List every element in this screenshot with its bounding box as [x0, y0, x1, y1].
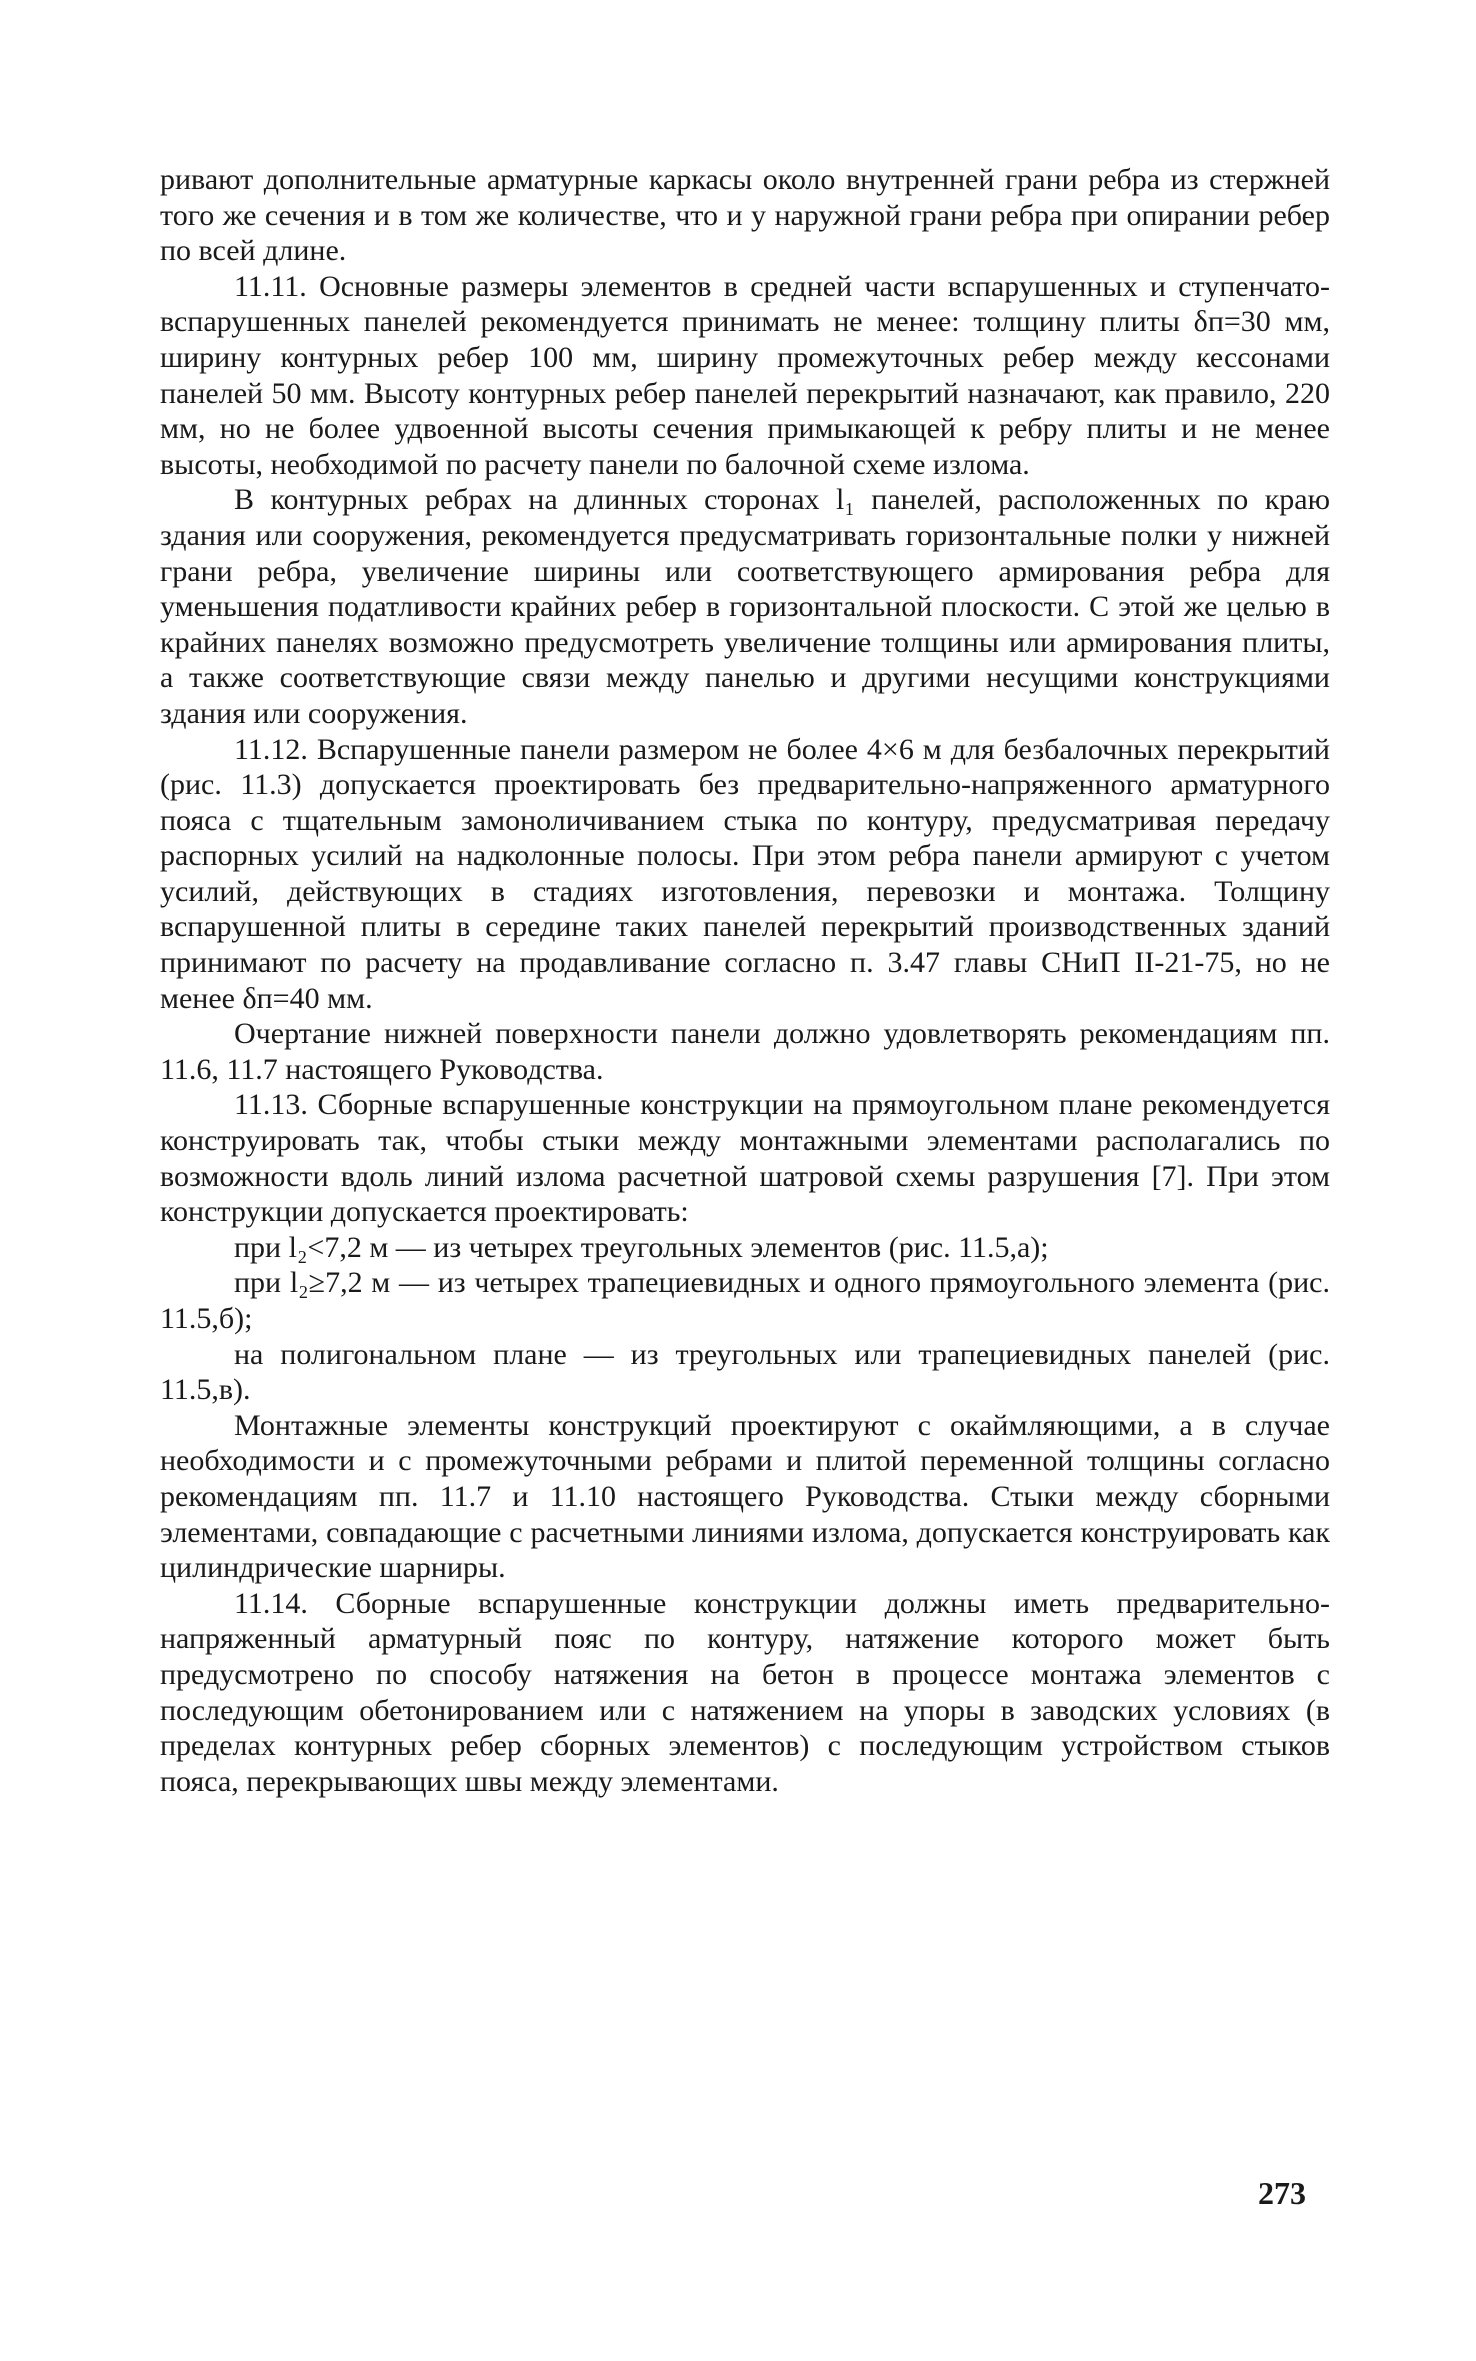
- paragraph-11-11: 11.11. Основные размеры элементов в средней части вспарушенных и ступенчато-вспарушенных панелей рекомендуется принимать не менее: толщину плиты δп=30 мм, ширину контурных ребер 100 мм, ширину промежуточных ребер между кессонами панелей 50 мм. Высоту контурных ребер панелей перекрытий назначают, как правило, 220 мм, но не более удвоенной высоты сечения примыкающей к ребру плиты и не менее высоты, необходимой по расчету панели по балочной схеме излома.: [160, 269, 1330, 481]
- paragraph-11-14: 11.14. Сборные вспарушенные конструкции должны иметь предварительно-напряженный арматурный пояс по контуру, натяжение которого может быть предусмотрено по способу натяжения на бетон в процессе монтажа элементов с последующим обетонированием или с натяжением на упоры в заводских условиях (в пределах контурных ребер сборных элементов) с последующим устройством стыков пояса, перекрывающих швы между элементами.: [160, 1586, 1330, 1798]
- paragraph-contour-ribs: В контурных ребрах на длинных сторонах l₁ панелей, расположенных по краю здания или сооружения, рекомендуется предусматривать горизонтальные полки у нижней грани ребра, увеличение ширины или соответствующего армирования ребра для уменьшения податливости крайних ребер в горизонтальной плоскости. С этой же целью в крайних панелях возможно предусмотреть увеличение толщины или армирования плиты, а также соответствующие связи между панелью и другими несущими конструкциями здания или сооружения.: [160, 483, 1330, 730]
- page-number: 273: [1258, 2175, 1306, 2211]
- paragraph-11-13: 11.13. Сборные вспарушенные конструкции на прямоугольном плане рекомендуется конструировать так, чтобы стыки между монтажными элементами располагались по возможности вдоль линий излома расчетной шатровой схемы разрушения [7]. При этом конструкции допускается проектировать:: [160, 1088, 1330, 1229]
- paragraph-case-trapezoidal: при l₂≥7,2 м — из четырех трапециевидных и одного прямоугольного элемента (рис. 11.5,б);: [160, 1266, 1330, 1335]
- paragraph-continuation: ривают дополнительные арматурные каркасы около внутренней грани ребра из стержней того же сечения и в том же количестве, что и у наружной грани ребра при опирании ребер по всей длине.: [160, 163, 1330, 268]
- paragraph-mounting-elements: Монтажные элементы конструкций проектируют с окаймляющими, а в случае необходимости и с промежуточными ребрами и плитой переменной толщины согласно рекомендациям пп. 11.7 и 11.10 настоящего Руководства. Стыки между сборными элементами, совпадающие с расчетными линиями излома, допускается конструировать как цилиндрические шарниры.: [160, 1408, 1330, 1585]
- paragraph-lower-surface: Очертание нижней поверхности панели должно удовлетворять рекомендациям пп. 11.6, 11.7 настоящего Руководства.: [160, 1017, 1330, 1086]
- paragraph-case-triangular: при l₂<7,2 м — из четырех треугольных элементов (рис. 11.5,а);: [234, 1230, 1049, 1264]
- paragraph-case-polygonal: на полигональном плане — из треугольных или трапециевидных панелей (рис. 11.5,в).: [160, 1337, 1330, 1407]
- paragraph-11-12: 11.12. Вспарушенные панели размером не более 4×6 м для безбалочных перекрытий (рис. 11.3) допускается проектировать без предварительно-напряженного арматурного пояса с тщательным замоноличиванием стыка по контуру, предусматривая передачу распорных усилий на надколонные полосы. При этом ребра панели армируют с учетом усилий, действующих в стадиях изготовления, перевозки и монтажа. Толщину вспарушенной плиты в середине таких панелей перекрытий производственных зданий принимают по расчету на продавливание согласно п. 3.47 главы СНиП II-21-75, но не менее δп=40 мм.: [160, 732, 1330, 1015]
- page-body: [160, 162, 1330, 1799]
